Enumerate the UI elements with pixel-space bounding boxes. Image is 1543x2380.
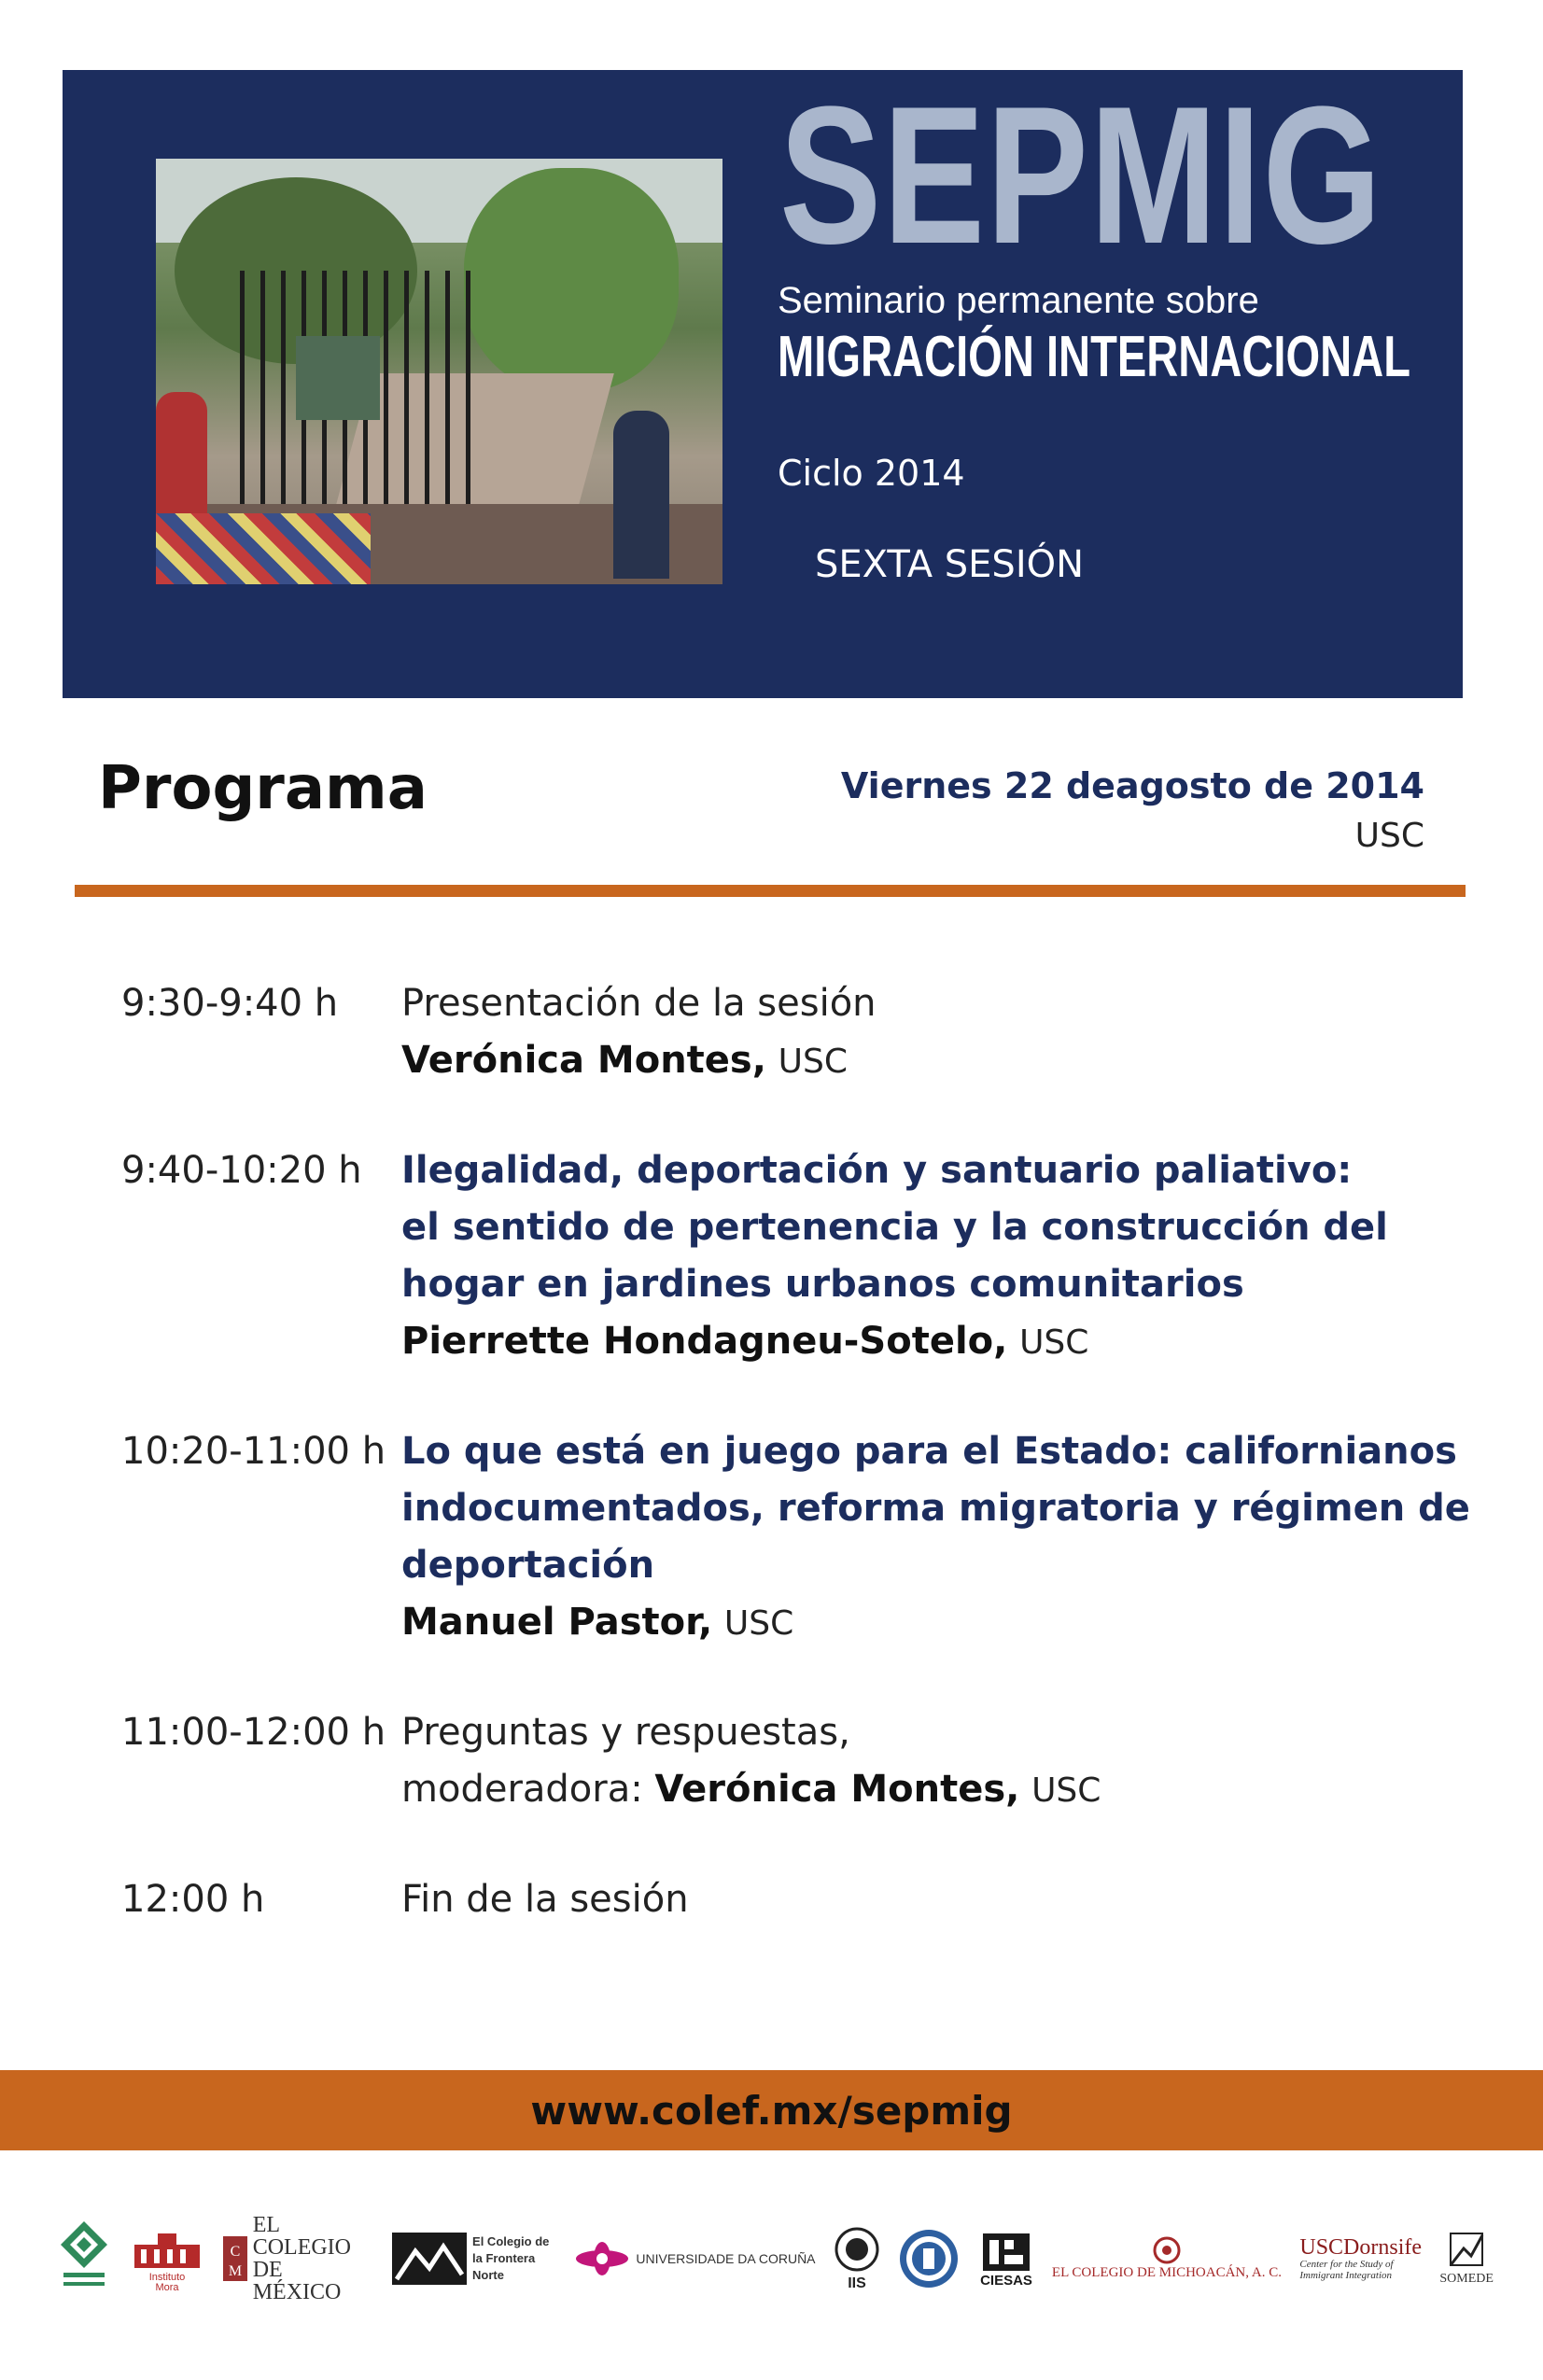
sponsor-name: CIESAS <box>979 2273 1032 2289</box>
agenda-item <box>121 1871 1447 1928</box>
colmex-logo-icon <box>223 2214 374 2303</box>
ciesas-logo-icon <box>978 2229 1034 2289</box>
talk-title: Ilegalidad, deportación y santuario paliativo: <box>401 1149 1353 1192</box>
agenda-item <box>121 1704 1447 1819</box>
sponsor-name: SOMEDE <box>1439 2272 1494 2286</box>
talk-title: indocumentados, reforma migratoria y régimen de <box>401 1487 1470 1530</box>
event-venue: USC <box>1354 817 1424 855</box>
usc-dornsife-logo-icon <box>1299 2236 1422 2281</box>
sponsor-subtitle: Center for the Study of Immigrant Integration <box>1299 2259 1394 2281</box>
speaker-name: Verónica Montes, <box>401 1039 766 1082</box>
somede-logo-icon <box>1439 2230 1494 2288</box>
moderator-label: moderadora: <box>401 1768 655 1811</box>
website-link[interactable]: www.colef.mx/sepmig <box>530 2087 1013 2134</box>
talk-title: el sentido de pertenencia y la construcción del <box>401 1206 1388 1249</box>
agenda-time: 9:40-10:20 h <box>121 1149 362 1192</box>
unam-iis-logo-icon <box>834 2226 880 2291</box>
speaker-name: Verónica Montes, <box>654 1768 1020 1811</box>
colmich-logo-icon <box>1052 2236 1282 2281</box>
agenda-time: 10:20-11:00 h <box>121 1430 386 1473</box>
speaker-institution: USC <box>778 1043 848 1081</box>
sponsor-name: EL COLEGIO DE MÉXICO <box>252 2213 352 2304</box>
speaker-name: Manuel Pastor, <box>401 1601 713 1644</box>
event-date: Viernes 22 deagosto de 2014 <box>840 765 1424 806</box>
session-label: SEXTA SESIÓN <box>815 543 1085 586</box>
speaker-name: Pierrette Hondagneu-Sotelo, <box>401 1320 1008 1363</box>
svg-text:Mora: Mora <box>155 2282 179 2291</box>
logo-title: MIGRACIÓN INTERNACIONAL <box>778 325 1410 389</box>
agenda-time: 12:00 h <box>121 1878 265 1921</box>
udc-logo-icon <box>574 2240 815 2277</box>
colef-logo-icon <box>392 2233 556 2285</box>
agenda-text: Preguntas y respuestas, <box>401 1711 850 1754</box>
community-garden-photo <box>156 159 722 584</box>
agenda-item <box>121 1423 1470 1652</box>
agenda-item <box>121 1142 1447 1371</box>
sponsor-name: UNIVERSIDADE DA CORUÑA <box>636 2251 816 2266</box>
svg-text:C: C <box>230 2244 241 2260</box>
agenda-time: 9:30-9:40 h <box>121 982 339 1025</box>
agenda <box>121 975 1470 1981</box>
sponsor-name: USCDornsife <box>1299 2235 1423 2260</box>
university-seal-icon <box>898 2228 960 2289</box>
ecosur-logo-icon <box>56 2217 112 2301</box>
agenda-text: Presentación de la sesión <box>401 982 877 1025</box>
svg-text:M: M <box>228 2263 242 2279</box>
agenda-item <box>121 975 1447 1090</box>
svg-text:Instituto: Instituto <box>149 2272 186 2283</box>
sponsor-name: EL COLEGIO DE MICHOACÁN, A. C. <box>1051 2265 1283 2280</box>
logo-subtitle: Seminario permanente sobre <box>778 280 1259 321</box>
cycle-label: Ciclo 2014 <box>778 453 965 494</box>
instituto-mora-logo-icon <box>130 2226 204 2291</box>
speaker-institution: USC <box>723 1604 794 1643</box>
footer-bar <box>0 2070 1543 2150</box>
talk-title: Lo que está en juego para el Estado: californianos <box>401 1430 1457 1473</box>
divider-rule <box>75 885 1466 897</box>
sponsor-logos <box>56 2212 1494 2305</box>
sepmig-logo: SEPMIG <box>779 65 1383 285</box>
speaker-institution: USC <box>1031 1771 1101 1810</box>
agenda-text: Fin de la sesión <box>401 1878 689 1921</box>
program-heading: Programa <box>98 754 428 823</box>
speaker-institution: USC <box>1019 1323 1089 1362</box>
agenda-time: 11:00-12:00 h <box>121 1711 386 1754</box>
sponsor-name: El Colegio de la Frontera Norte <box>472 2234 550 2282</box>
talk-title: hogar en jardines urbanos comunitarios <box>401 1263 1244 1306</box>
talk-title: deportación <box>401 1544 655 1587</box>
sponsor-name: IIS <box>848 2275 866 2291</box>
